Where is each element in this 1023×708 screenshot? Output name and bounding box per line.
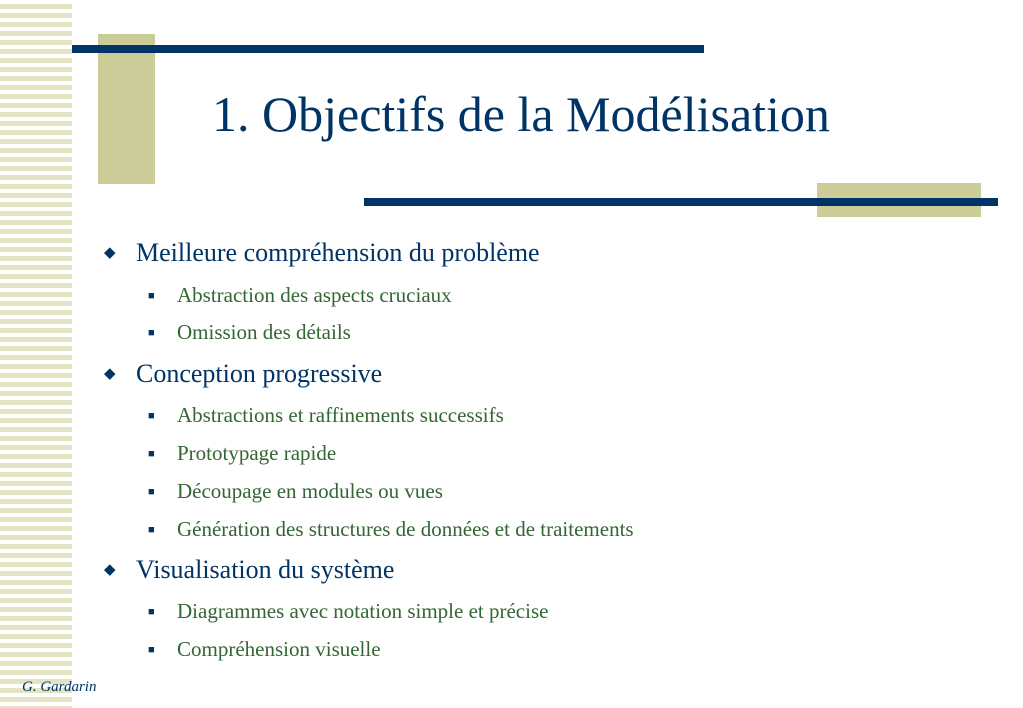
sub-bullet-item (148, 517, 634, 542)
sub-bullet-item (148, 283, 452, 308)
sub-bullet-text: Diagrammes avec notation simple et précise (177, 599, 549, 623)
diamond-bullet-icon: ◆ (104, 366, 116, 382)
sub-bullet-item (148, 403, 504, 428)
sub-bullet-item (148, 637, 381, 662)
sub-bullet-text: Abstractions et raffinements successifs (177, 403, 504, 427)
bullet-item (104, 555, 394, 585)
sub-bullet-item (148, 320, 351, 345)
bullet-item (104, 238, 540, 268)
sub-bullet-text: Découpage en modules ou vues (177, 479, 443, 503)
diamond-bullet-icon: ◆ (104, 562, 116, 578)
left-stripe-decoration (0, 0, 72, 708)
footer-author: G. Gardarin (22, 679, 97, 695)
bullet-text: Conception progressive (136, 359, 383, 388)
bullet-text: Meilleure compréhension du problème (136, 238, 540, 267)
sub-bullet-text: Omission des détails (177, 320, 351, 344)
square-bullet-icon: ■ (148, 448, 155, 460)
square-bullet-icon: ■ (148, 410, 155, 422)
square-bullet-icon: ■ (148, 606, 155, 618)
title-accent-block-left (98, 34, 155, 184)
bullet-text: Visualisation du système (136, 555, 395, 584)
diamond-bullet-icon: ◆ (104, 245, 116, 261)
title-rule-top (72, 45, 704, 53)
sub-bullet-text: Génération des structures de données et de traitements (177, 517, 634, 541)
sub-bullet-item (148, 441, 336, 466)
sub-bullet-item (148, 479, 443, 504)
sub-bullet-text: Prototypage rapide (177, 441, 337, 465)
bullet-item (104, 359, 382, 389)
square-bullet-icon: ■ (148, 290, 155, 302)
title-rule-bottom (364, 198, 998, 206)
square-bullet-icon: ■ (148, 327, 155, 339)
square-bullet-icon: ■ (148, 524, 155, 536)
sub-bullet-text: Compréhension visuelle (177, 637, 381, 661)
square-bullet-icon: ■ (148, 486, 155, 498)
sub-bullet-item (148, 599, 548, 624)
square-bullet-icon: ■ (148, 644, 155, 656)
sub-bullet-text: Abstraction des aspects cruciaux (177, 283, 452, 307)
slide-title: 1. Objectifs de la Modélisation (212, 86, 830, 142)
